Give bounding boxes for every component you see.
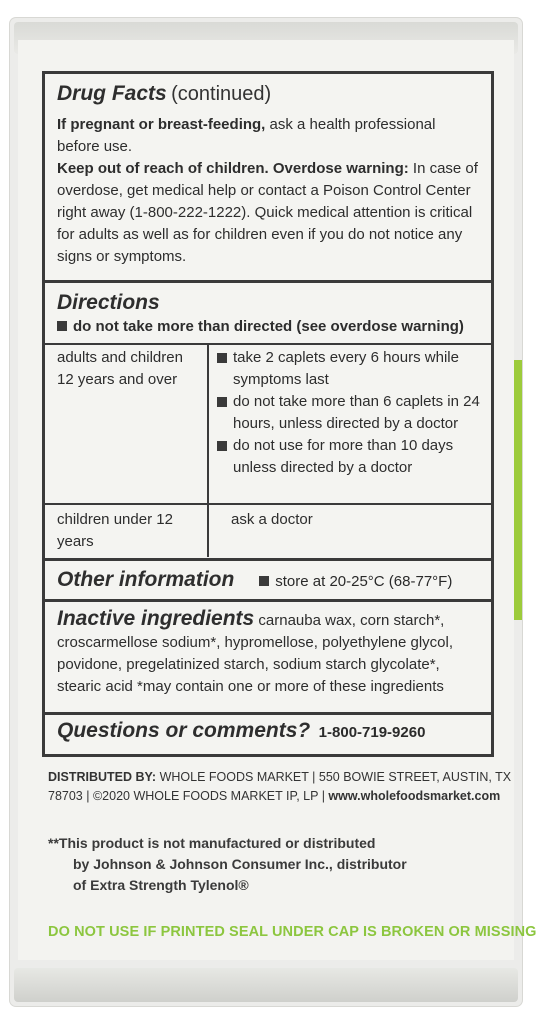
keep-text: In case of overdose, get medical help or contact a Poison Control Center right away (1-800-222-1222). Quick medical attention is critical for adults as well as for children even if you do not notice any signs or symptoms. [57,160,478,265]
instruction-item: do not take more than 6 caplets in 24 hours, unless directed by a doctor [217,391,487,435]
other-info-row [57,568,452,592]
pregnant-bold: If pregnant or breast-feeding, [57,116,266,133]
other-info-title: Other information [57,568,235,591]
inactive-title: Inactive ingredients [57,607,255,630]
directions-col-divider [207,343,209,557]
website-link[interactable]: www.wholefoodsmarket.com [328,789,501,803]
instruction-item: do not use for more than 10 days unless directed by a doctor [217,435,487,479]
inactive-block [57,608,482,698]
questions-title: Questions or comments? [57,719,311,742]
bullet-square-icon [217,353,227,363]
directions-table-top [45,343,491,345]
seal-warning: DO NOT USE IF PRINTED SEAL UNDER CAP IS BROKEN OR MISSING [48,924,537,940]
instruction-item: take 2 caplets every 6 hours while symptoms last [217,347,487,391]
bullet-square-icon [259,576,269,586]
children-instructions: ask a doctor [231,511,313,528]
directions-section [45,280,491,557]
directions-row-divider [45,503,491,505]
drug-facts-suffix: (continued) [171,83,272,105]
adults-cell: adults and children 12 years and over [57,349,183,388]
distributor-block [48,768,512,806]
pregnant-warning [57,114,482,158]
directions-warning [57,318,464,335]
pregnant-text: ask a health professional before use. [57,116,436,155]
disclaimer-line-3: of Extra Strength Tylenol® [73,877,249,893]
children-cell: children under 12 years [57,511,173,550]
distributor-line-2: 78703 | ©2020 WHOLE FOODS MARKET IP, LP | www.wholefoodsmarket.com [48,789,501,803]
disclaimer-line-1: **This product is not manufactured or distributed [48,835,376,851]
questions-section [45,712,491,757]
drug-facts-section [57,82,482,268]
disclaimer-block [48,833,488,896]
drug-facts-panel [42,71,494,757]
directions-title: Directions [57,291,160,314]
other-info-section [45,558,491,599]
distributor-line-1: DISTRIBUTED BY: WHOLE FOODS MARKET | 550 BOWIE STREET, AUSTIN, TX [48,770,512,784]
directions-warning-text: do not take more than directed (see overdose warning) [73,318,464,335]
bullet-square-icon [217,441,227,451]
drug-facts-title: Drug Facts [57,82,167,105]
keep-out-warning [57,158,482,268]
inactive-text: carnauba wax, corn starch*, croscarmellose sodium*, hypromellose, polyethylene glycol, povidone, pregelatinized starch, sodium starch glycolate*, stearic acid *may contain one or more of these ingredients [57,612,454,695]
box-bottom-flap [14,968,518,1002]
bullet-square-icon [57,321,67,331]
questions-row [57,719,425,743]
questions-phone: 1-800-719-9260 [318,724,426,741]
inactive-section [45,599,491,712]
adults-instructions [217,347,487,479]
disclaimer-line-2: by Johnson & Johnson Consumer Inc., distributor [73,856,407,872]
bullet-square-icon [217,397,227,407]
other-info-text: store at 20-25°C (68-77°F) [275,573,453,590]
keep-bold: Keep out of reach of children. Overdose warning: [57,160,409,177]
